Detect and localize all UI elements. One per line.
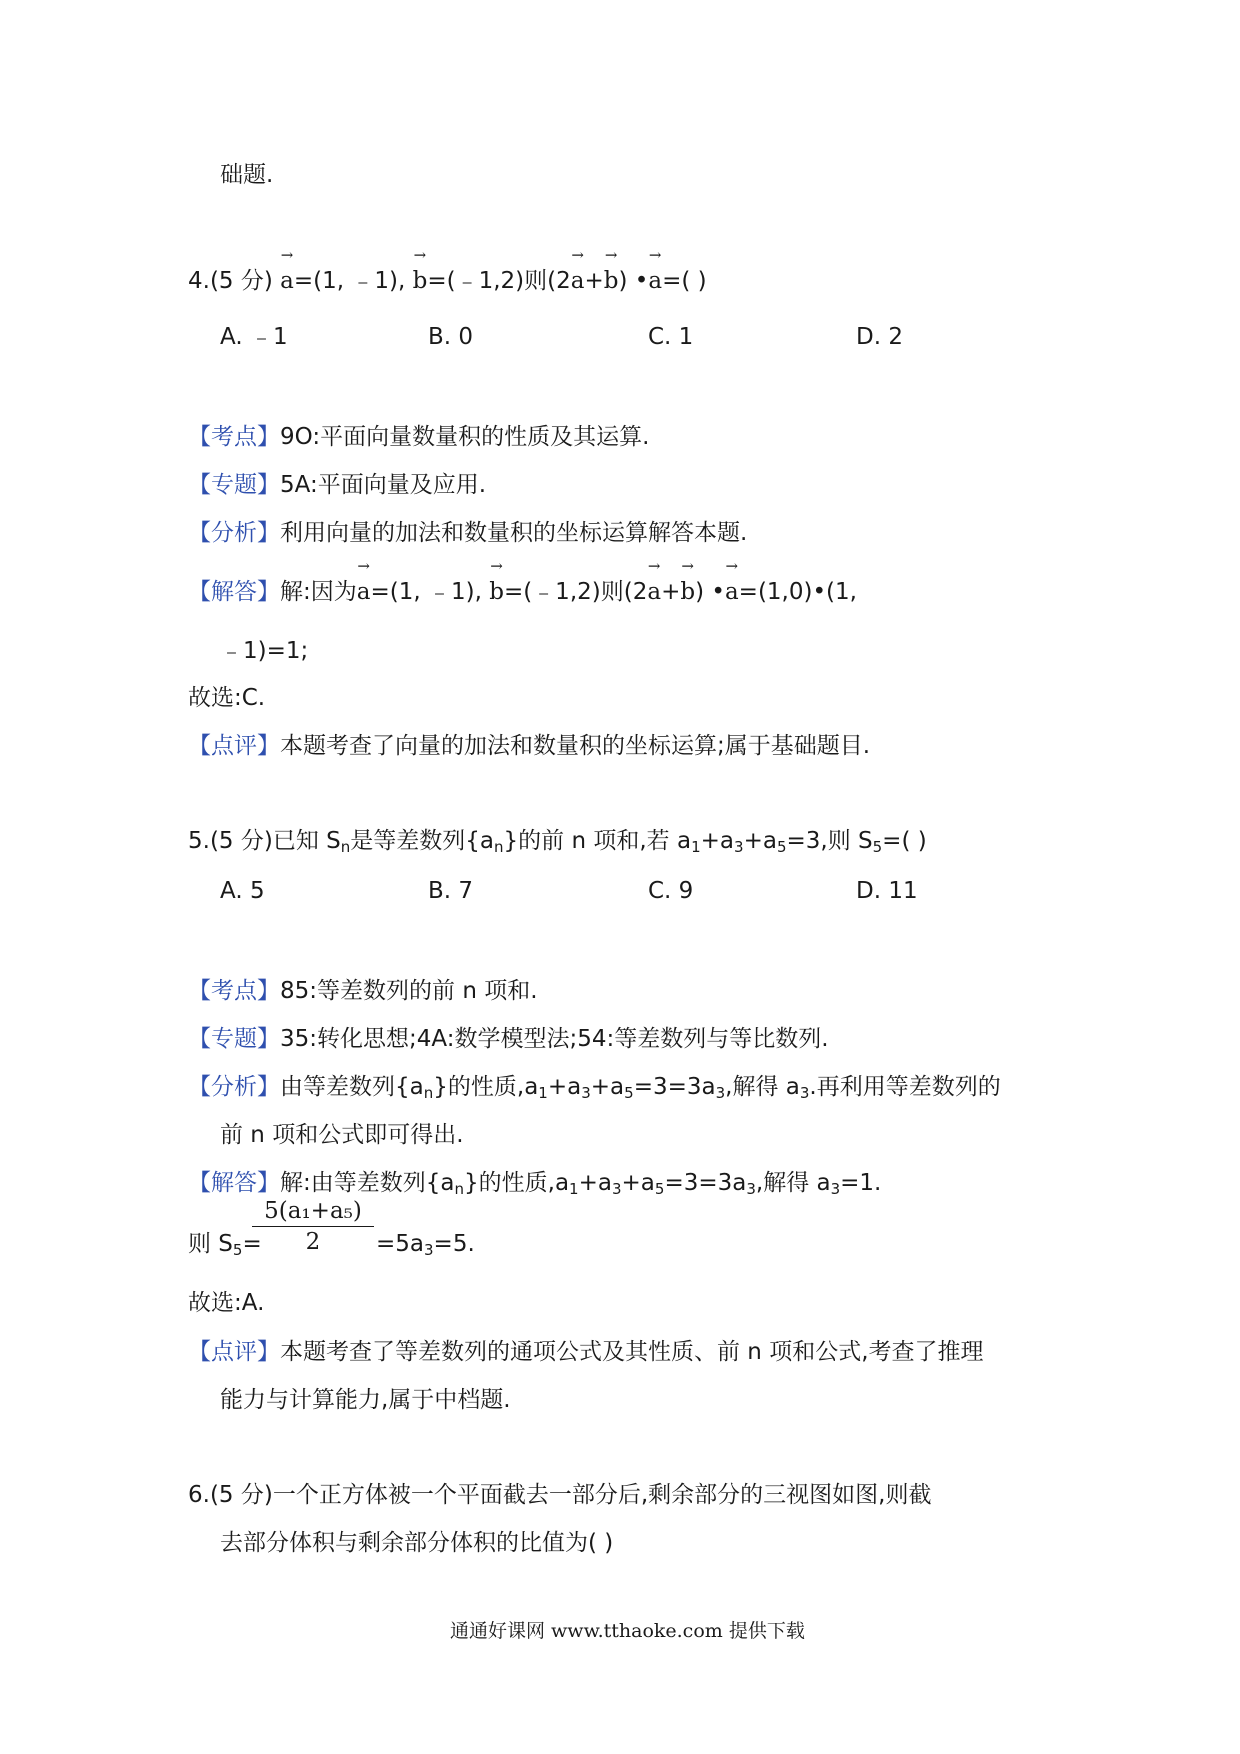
kaodian-tag: 【考点】 (188, 424, 280, 450)
q4-kaodian: 【考点】9O:平面向量数量积的性质及其运算. (188, 424, 650, 450)
zhuanti-tag: 【专题】 (188, 472, 280, 498)
continued-text: 础题. (220, 162, 274, 188)
q5-option-a: A. 5 (220, 878, 265, 904)
q4-zhuanti: 【专题】5A:平面向量及应用. (188, 472, 487, 498)
q5-option-d: D. 11 (856, 878, 918, 904)
q5-stem: 5.(5 分)已知 $S_n$是等差数列$\{a_n\}$的前 n 项和,若 $a_1+a_3+a_5=3$,则 $S_5=$( ) (188, 828, 927, 856)
fraction-denominator: 2 (305, 1229, 321, 1255)
q4-option-b: B. 0 (428, 324, 474, 350)
dianping-tag: 【点评】 (188, 733, 280, 759)
q5-dianping: 【点评】本题考查了等差数列的通项公式及其性质、前 n 项和公式,考查了推理 (188, 1339, 984, 1365)
q5-jieda: 【解答】解:由等差数列$\{a_n\}$的性质$,a_1+a_3+a_5=3=3a_3$,解得 $a_3=1$. (188, 1170, 882, 1198)
q4-option-a: A. ﹣1 (220, 324, 288, 350)
q5-zhuanti: 【专题】35:转化思想;4A:数学模型法;54:等差数列与等比数列. (188, 1026, 829, 1052)
q4-stem: 4.(5 分) → a=(1, ﹣1), → b=(﹣1,2)则(2→ a+→ b) •→ a=( ) (188, 266, 707, 296)
q5-option-b: B. 7 (428, 878, 474, 904)
q5-guxuan: 故选:A. (188, 1290, 265, 1316)
q5-fenxi-cont: 前 n 项和公式即可得出. (220, 1122, 464, 1148)
fraction-numerator: 5(a₁+a₅) (252, 1196, 374, 1227)
vector-a: → a (280, 266, 294, 296)
page-footer: 通通好课网 www.tthaoke.com 提供下载 (450, 1620, 805, 1642)
q4-jieda-cont: ﹣1)=1; (220, 638, 309, 664)
q5-fenxi: 【分析】由等差数列$\{a_n\}$的性质$,a_1+a_3+a_5=3=3a_3$,解得 $a_3$.再利用等差数列的 (188, 1074, 1001, 1102)
q5-fraction (252, 1196, 374, 1257)
q4-jieda: 【解答】解:因为→ a=(1, ﹣1), → b=(﹣1,2)则(2→ a+→ b) •→ a=(1,0)•(1, (188, 577, 857, 607)
q5-formula-suffix: $=5a_3=5$. (376, 1231, 475, 1259)
q4-option-d: D. 2 (856, 324, 903, 350)
q6-stem-line2: 去部分体积与剩余部分体积的比值为( ) (220, 1530, 614, 1556)
q4-option-c: C. 1 (648, 324, 694, 350)
jieda-tag: 【解答】 (188, 579, 280, 605)
q6-stem-line1: 6.(5 分)一个正方体被一个平面截去一部分后,剩余部分的三视图如图,则截 (188, 1482, 932, 1508)
vector-b: → b (413, 266, 428, 296)
q4-guxuan: 故选:C. (188, 685, 266, 711)
q5-formula-prefix: 则 $S_5=$ (188, 1231, 262, 1259)
q4-dianping: 【点评】本题考查了向量的加法和数量积的坐标运算;属于基础题目. (188, 733, 871, 759)
q5-option-c: C. 9 (648, 878, 694, 904)
q4-fenxi: 【分析】利用向量的加法和数量积的坐标运算解答本题. (188, 520, 748, 546)
fenxi-tag: 【分析】 (188, 520, 280, 546)
q5-dianping-cont: 能力与计算能力,属于中档题. (220, 1387, 511, 1413)
q5-kaodian: 【考点】85:等差数列的前 n 项和. (188, 978, 538, 1004)
